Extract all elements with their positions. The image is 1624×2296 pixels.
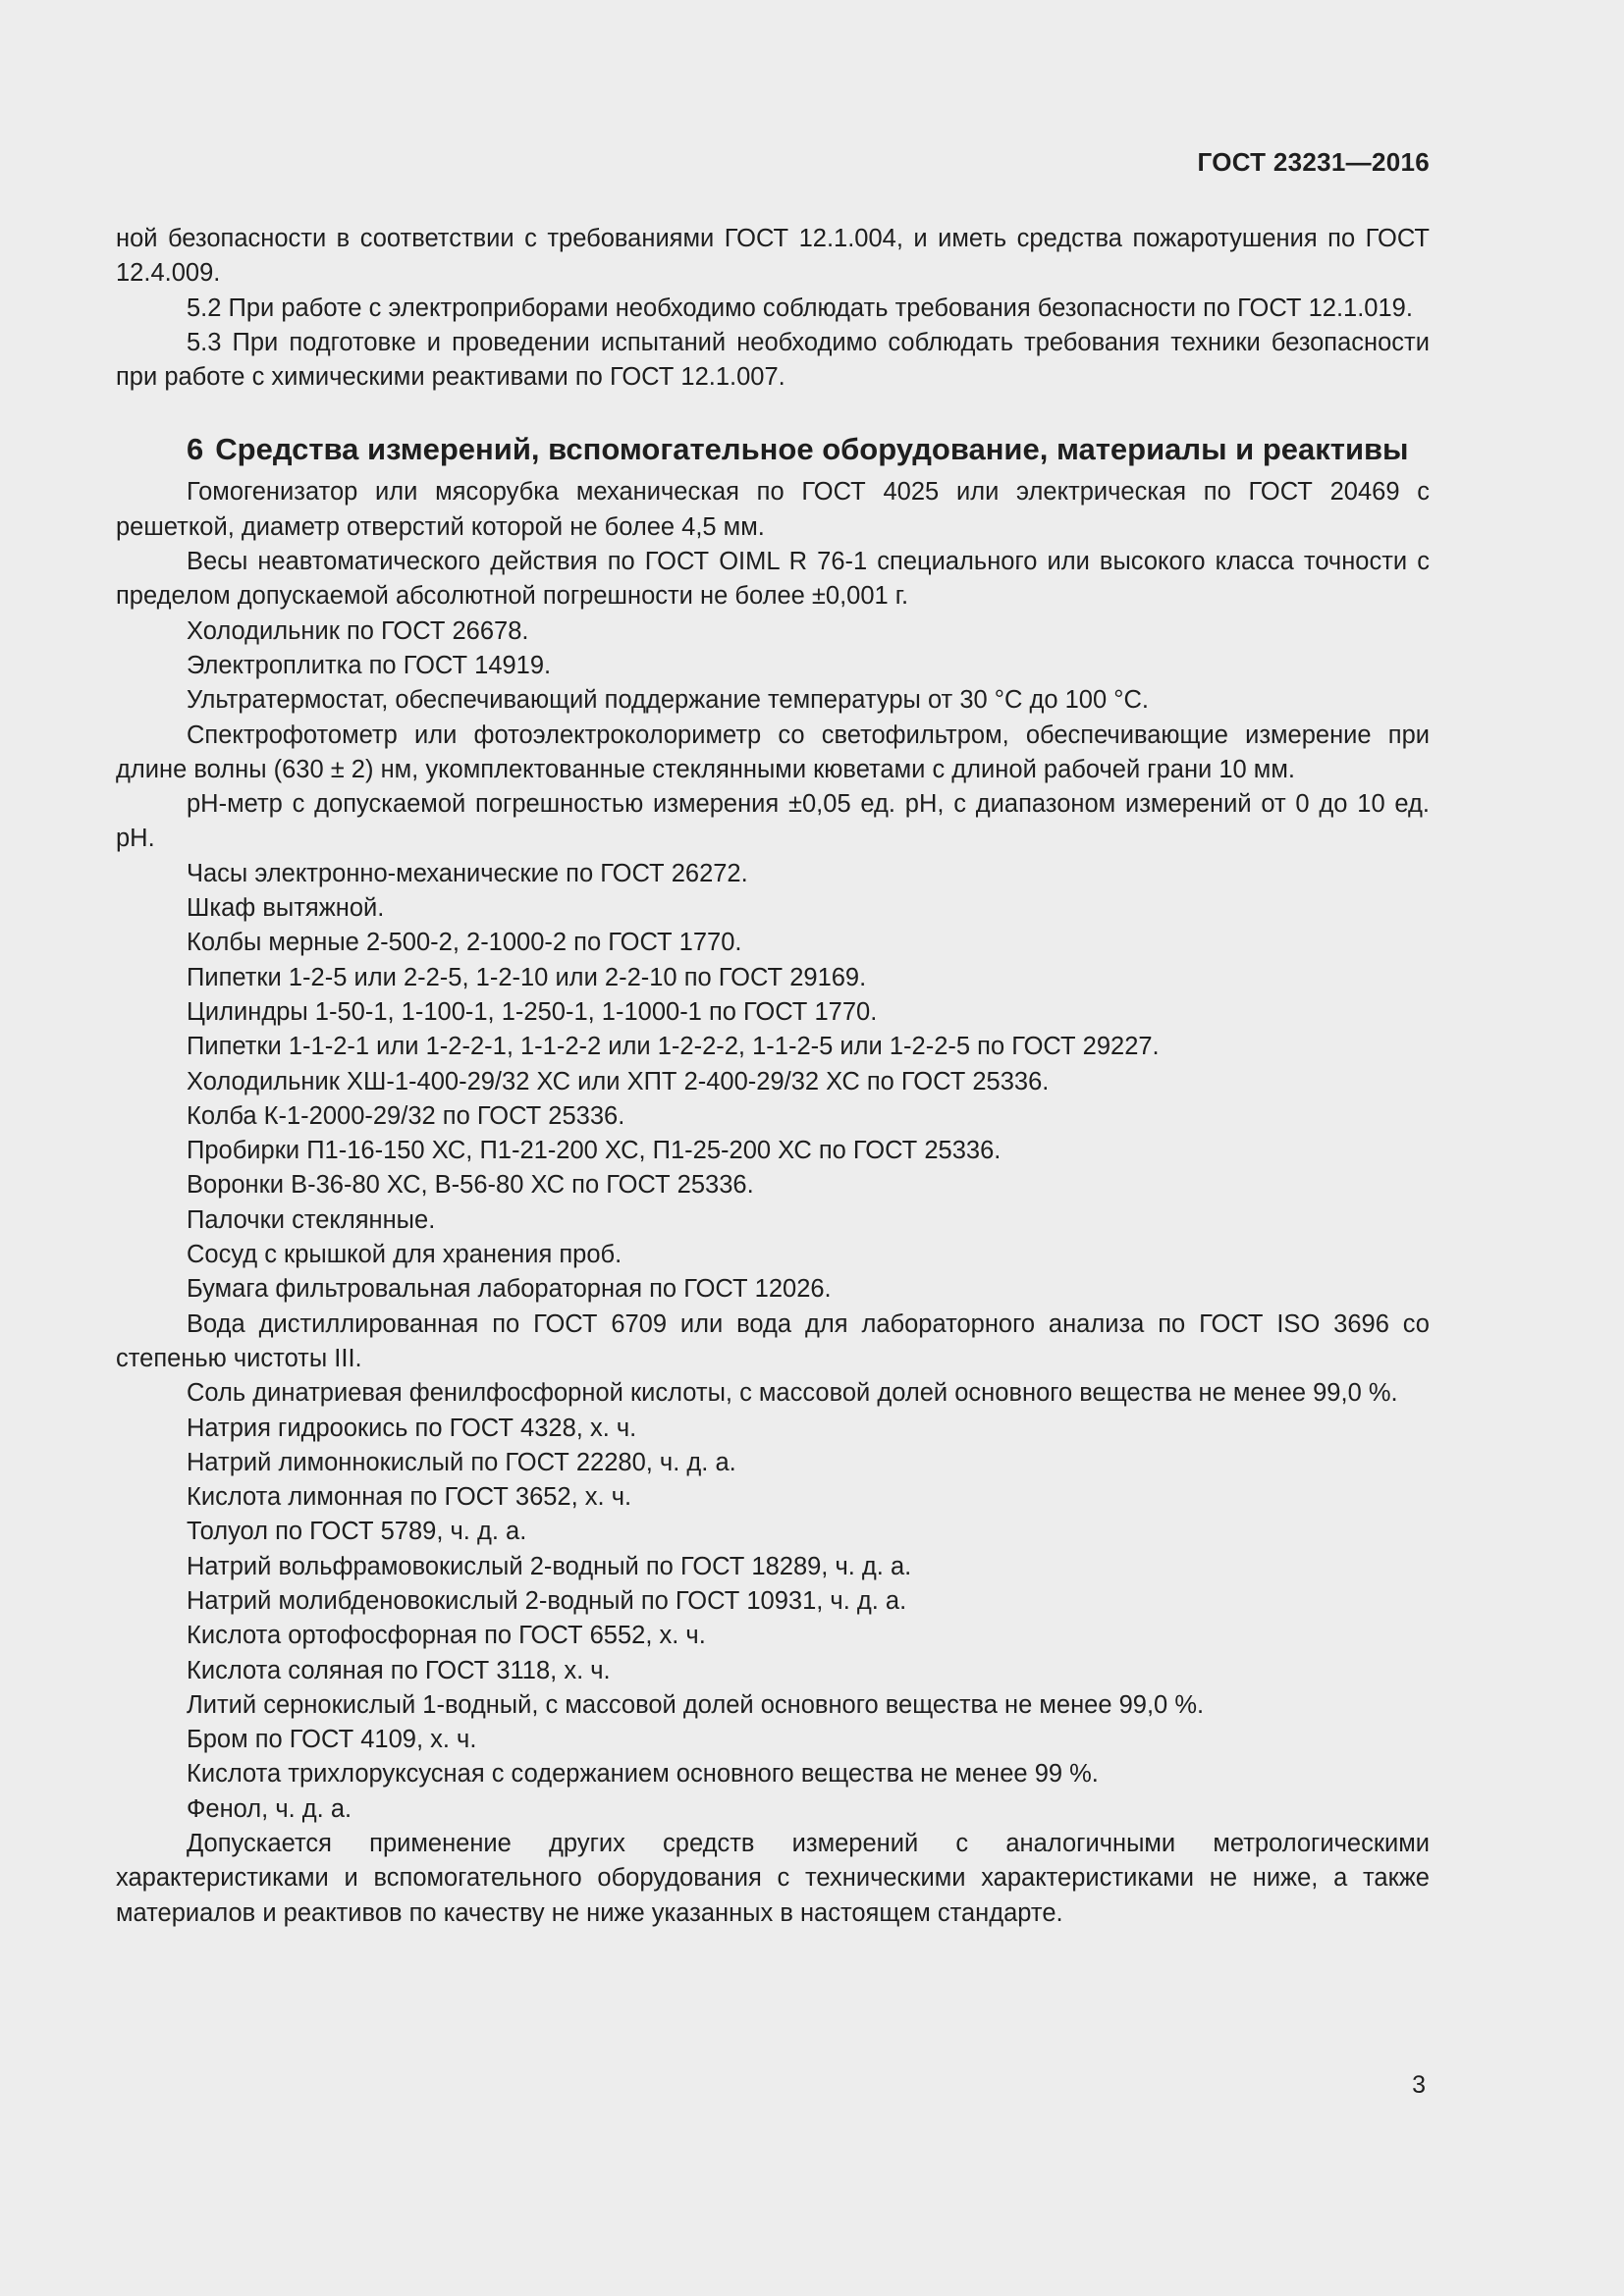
equipment-item: Литий сернокислый 1-водный, с массовой долей основного вещества не менее 99,0 %. [187, 1690, 1205, 1719]
equipment-item: Гомогенизатор или мясорубка механическая по ГОСТ 4025 или электрическая по ГОСТ 20469 с решеткой, диаметр отверстий которой не более 4,5 мм. [116, 478, 1430, 541]
equipment-item: Допускается применение других средств измерений с аналогичными метрологическими характеристиками и вспомогательного оборудования с техническими характеристиками не ниже, а также материалов и реактивов по качеству не ниже указанных в настоящем стандарте. [116, 1830, 1430, 1927]
document-body [116, 222, 1430, 1931]
equipment-item: Часы электронно-механические по ГОСТ 26272. [187, 859, 748, 887]
equipment-item: Шкаф вытяжной. [187, 894, 385, 923]
equipment-item: Пипетки 1-2-5 или 2-2-5, 1-2-10 или 2-2-10 по ГОСТ 29169. [187, 963, 867, 991]
equipment-item: Колба К-1-2000-29/32 по ГОСТ 25336. [187, 1101, 625, 1130]
equipment-item: Бумага фильтровальная лабораторная по ГОСТ 12026. [187, 1275, 832, 1304]
document-header-id: ГОСТ 23231—2016 [1197, 147, 1430, 177]
equipment-item: Спектрофотометр или фотоэлектроколориметр со светофильтром, обеспечивающие измерение при длине волны (630 ± 2) нм, укомплектованные стеклянными кюветами с длиной рабочей грани 10 мм. [116, 721, 1430, 783]
equipment-item: Цилиндры 1-50-1, 1-100-1, 1-250-1, 1-1000-1 по ГОСТ 1770. [187, 997, 878, 1026]
equipment-item: Воронки В-36-80 ХС, В-56-80 ХС по ГОСТ 25336. [187, 1171, 754, 1200]
section-number: 6 [187, 432, 204, 467]
equipment-item: Ультратермостат, обеспечивающий поддержание температуры от 30 °С до 100 °С. [187, 686, 1149, 715]
equipment-item: Натрий молибденовокислый 2-водный по ГОСТ 10931, ч. д. а. [187, 1586, 907, 1615]
equipment-item: Натрий лимоннокислый по ГОСТ 22280, ч. д. а. [187, 1448, 736, 1476]
equipment-item: Холодильник ХШ-1-400-29/32 ХС или ХПТ 2-400-29/32 ХС по ГОСТ 25336. [187, 1067, 1050, 1095]
equipment-item: pH-метр с допускаемой погрешностью измерения ±0,05 ед. pH, с диапазоном измерений от 0 до 10 ед. pH. [116, 790, 1430, 853]
equipment-item: Сосуд с крышкой для хранения проб. [187, 1241, 623, 1269]
paragraph-5-3: 5.3 При подготовке и проведении испытаний необходимо соблюдать требования техники безопасности при работе с химическими реактивами по ГОСТ 12.1.007. [116, 328, 1430, 392]
paragraph-5-2: 5.2 При работе с электроприборами необходимо соблюдать требования безопасности по ГОСТ 12.1.019. [187, 294, 1413, 322]
equipment-item: Фенол, ч. д. а. [187, 1794, 352, 1823]
equipment-item: Кислота ортофосфорная по ГОСТ 6552, х. ч. [187, 1622, 706, 1650]
equipment-list [116, 475, 1430, 1930]
equipment-item: Соль динатриевая фенилфосфорной кислоты, с массовой долей основного вещества не менее 99,0 %. [187, 1379, 1398, 1408]
equipment-item: Кислота соляная по ГОСТ 3118, х. ч. [187, 1656, 611, 1684]
equipment-item: Пробирки П1-16-150 ХС, П1-21-200 ХС, П1-25-200 ХС по ГОСТ 25336. [187, 1137, 1001, 1165]
equipment-item: Бром по ГОСТ 4109, х. ч. [187, 1726, 477, 1754]
equipment-item: Электроплитка по ГОСТ 14919. [187, 651, 552, 679]
page-number: 3 [1412, 2071, 1426, 2099]
equipment-item: Холодильник по ГОСТ 26678. [187, 616, 529, 645]
equipment-item: Натрия гидроокись по ГОСТ 4328, х. ч. [187, 1414, 637, 1442]
equipment-item: Палочки стеклянные. [187, 1205, 436, 1234]
equipment-item: Пипетки 1-1-2-1 или 1-2-2-1, 1-1-2-2 или 1-2-2-2, 1-1-2-5 или 1-2-2-5 по ГОСТ 29227. [187, 1033, 1160, 1061]
equipment-item: Колбы мерные 2-500-2, 2-1000-2 по ГОСТ 1770. [187, 929, 742, 957]
equipment-item: Кислота лимонная по ГОСТ 3652, х. ч. [187, 1483, 632, 1512]
equipment-item: Натрий вольфрамовокислый 2-водный по ГОСТ 18289, ч. д. а. [187, 1552, 912, 1580]
equipment-item: Вода дистиллированная по ГОСТ 6709 или вода для лабораторного анализа по ГОСТ ISO 3696 со степенью чистоты III. [116, 1309, 1430, 1372]
section-heading [116, 430, 1430, 469]
paragraph-continuation: ной безопасности в соответствии с требованиями ГОСТ 12.1.004, и иметь средства пожаротушения по ГОСТ 12.4.009. [116, 225, 1430, 288]
equipment-item: Толуол по ГОСТ 5789, ч. д. а. [187, 1518, 527, 1546]
equipment-item: Весы неавтоматического действия по ГОСТ OIML R 76-1 специального или высокого класса точности с пределом допускаемой абсолютной погрешности не более ±0,001 г. [116, 548, 1430, 611]
section-title: Средства измерений, вспомогательное оборудование, материалы и реактивы [215, 432, 1409, 467]
equipment-item: Кислота трихлоруксусная с содержанием основного вещества не менее 99 %. [187, 1760, 1099, 1789]
